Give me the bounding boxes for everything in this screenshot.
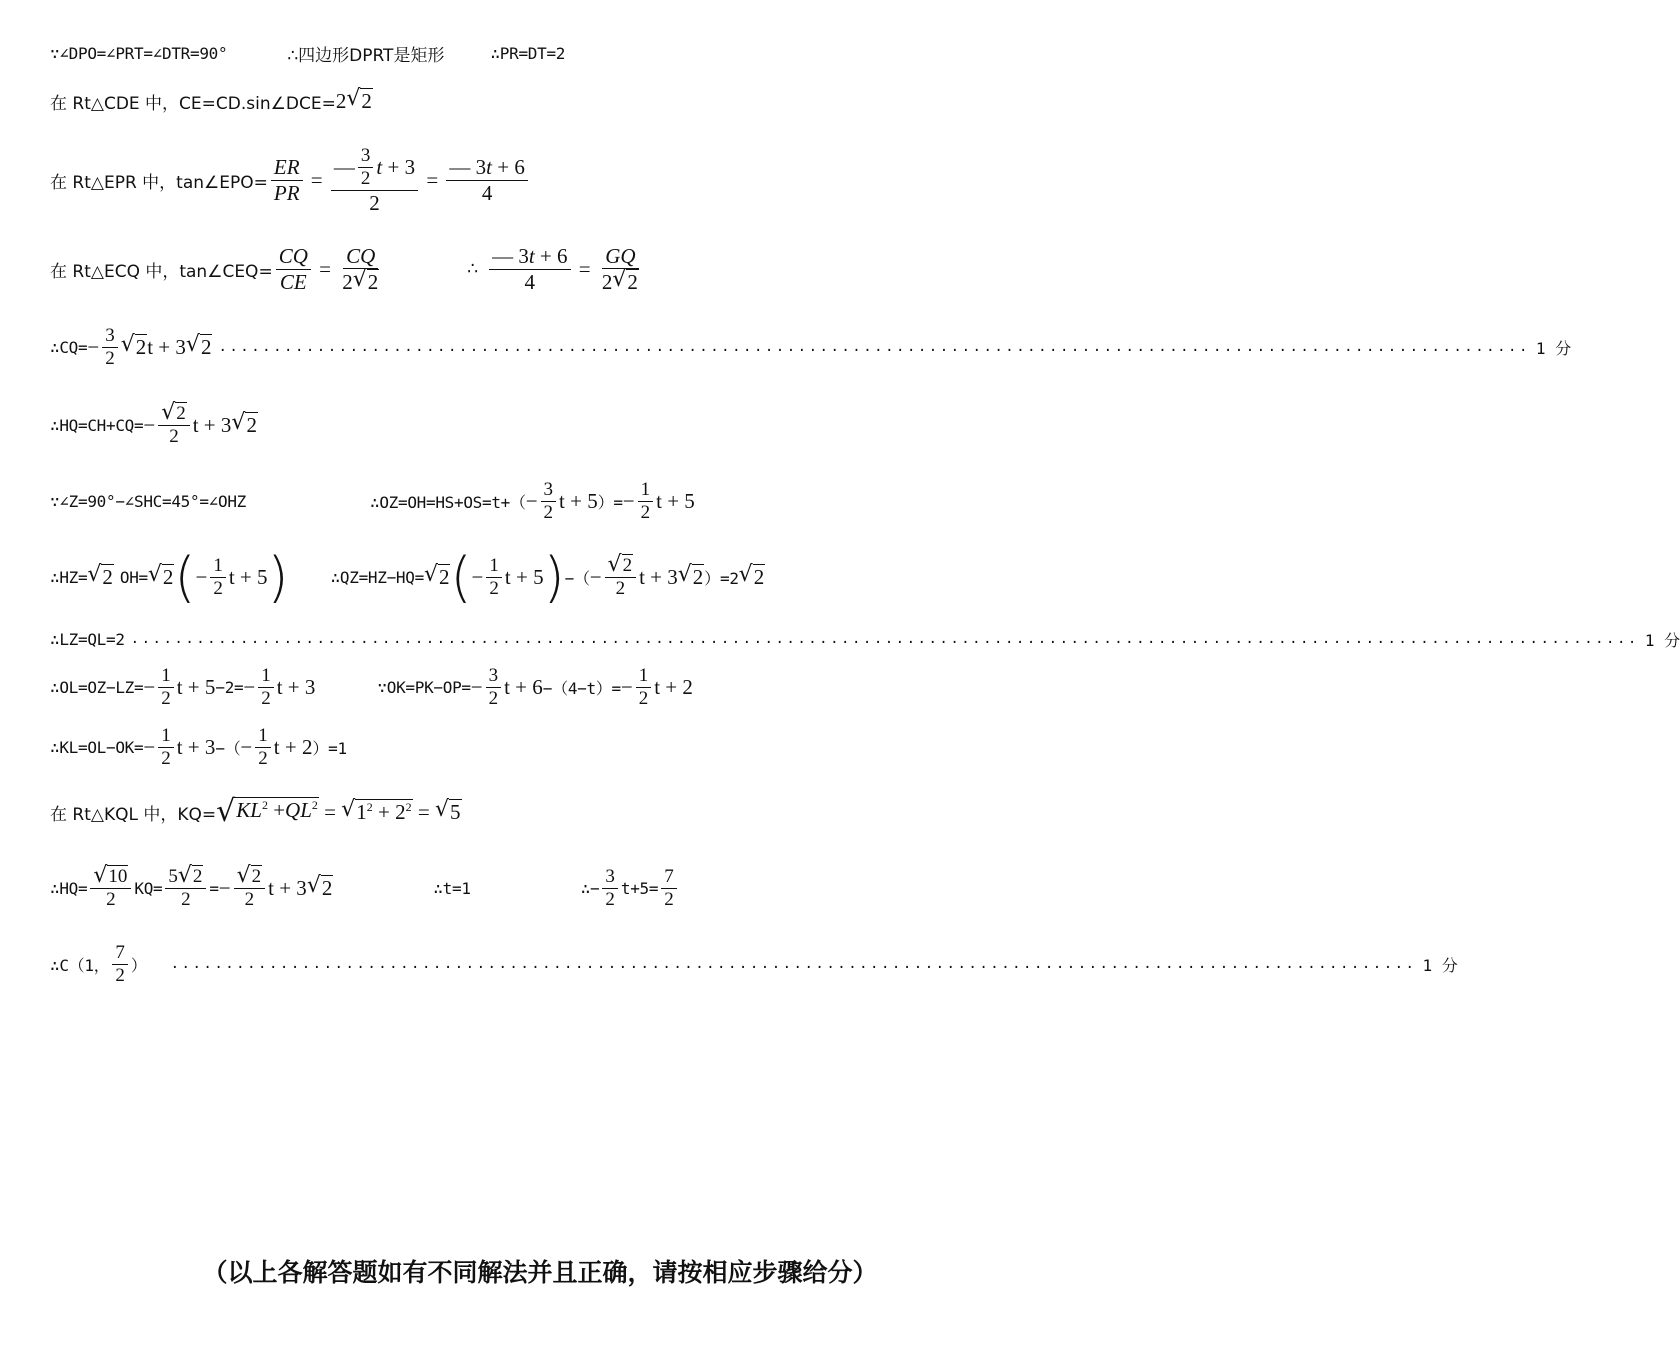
text-ol: ∴OL=OZ−LZ= xyxy=(50,677,144,697)
text-qz: ∴QZ=HZ−HQ= xyxy=(330,567,424,587)
fraction-3t6-4: — 3 t + 6 4 xyxy=(489,244,570,293)
fraction-result: — 3 t + 6 4 xyxy=(446,155,527,204)
line-3: 在 Rt△EPR 中，tan∠EPO= $\frac{ER}{PR}$ = — $\frac{3}{2}$ t + 3 2 = — 3 t + 6 4 xyxy=(50,136,1020,224)
text-hq: ∴HQ=CH+CQ= xyxy=(50,415,144,435)
line-2 xyxy=(50,84,1020,118)
score-mark: 1 分 xyxy=(1644,630,1680,650)
dot-leader: ........................................................................................................................ xyxy=(218,339,1530,355)
fraction-compound: — $\frac{3}{2}$ t + 3 2 xyxy=(331,145,418,215)
text-rt-kql: 在 Rt△KQL 中，KQ= xyxy=(50,804,217,825)
text-oz: ∴OZ=OH=HS+OS=t+（ xyxy=(370,492,526,512)
therefore-symbol: ∴ xyxy=(467,259,479,279)
line-7: ∵∠Z=90°−∠SHC=45°=∠OHZ ∴OZ=OH=HS+OS=t+（ − $\frac{3}{2}$ t + 5 ）= − $\frac{1}{2}$ t + 5 xyxy=(50,478,695,523)
line-10: ∴OL=OZ−LZ= − $\frac{1}{2}$ t + 5 −2= − $\frac{1}{2}$ t + 3 ∵OK=PK−OP= − $\frac{3}{2}$ t + 6 −（4−t）= − $\frac{1}{2}$ t + 2 xyxy=(50,664,693,709)
sqrt-kl-ql: √ $KL^2 +QL^2$ xyxy=(216,794,318,829)
line-6: ∴HQ=CH+CQ= − √ 2 2 t + 3 √ 2 xyxy=(50,400,257,447)
line-5: ∴CQ= − $\frac{3}{2}$ √ 2 t + 3 √ 2 ........................................................................................................................ 1 分 xyxy=(50,324,1572,369)
text-rectangle: ∴四边形DPRT是矩形 xyxy=(287,45,445,66)
line-13: ∴HQ= √ 10 2 KQ= 5 √ 2 2 = − √ 2 2 t + 3 √ 2 ∴t=1 ∴− $\frac{3}{2}$ t+5= $\frac{7}{2}$ xyxy=(50,856,1020,920)
grading-note: （以上各解答题如有不同解法并且正确，请按相应步骤给分） xyxy=(202,1258,878,1287)
fraction-cq-ce: $\frac{CQ}{CE}$ xyxy=(276,244,311,293)
dot-leader: .......................................................................................................................................... xyxy=(130,631,1639,647)
score-mark: 1 分 xyxy=(1422,955,1458,975)
text-lz: ∴LZ=QL=2 xyxy=(50,629,125,649)
text-right-angles: ∵∠DPO=∠PRT=∠DTR=90° xyxy=(50,43,228,63)
text-ok: ∵OK=PK−OP= xyxy=(377,677,471,697)
text-hz: ∴HZ= xyxy=(50,567,88,587)
line-4: 在 Rt△ECQ 中，tan∠CEQ= $\frac{CQ}{CE}$ = CQ 2 √ 2 ∴ — 3 t + 6 4 = GQ 2 √ 2 xyxy=(50,236,1020,302)
text-angle-z: ∵∠Z=90°−∠SHC=45°=∠OHZ xyxy=(50,491,246,511)
text-t-equals: ∴t=1 xyxy=(433,878,471,898)
line-11: ∴KL=OL−OK= − $\frac{1}{2}$ t + 3 −（ − $\frac{1}{2}$ t + 2 ）=1 xyxy=(50,724,347,769)
math-coef: 2 xyxy=(335,88,347,113)
fraction-er-pr: $\frac{ER}{PR}$ xyxy=(271,155,303,204)
sqrt-2: √ 2 xyxy=(346,86,372,114)
text-rt-epr: 在 Rt△EPR 中，tan∠EPO= xyxy=(50,172,268,193)
text-hq-kq: ∴HQ= xyxy=(50,878,88,898)
text-pr-dt: ∴PR=DT=2 xyxy=(490,43,566,63)
line-14: ∴C（1， $\frac{7}{2}$ ） .................................................................................................................. 1 分 xyxy=(50,941,1458,986)
text-rt-ecq: 在 Rt△ECQ 中，tan∠CEQ= xyxy=(50,261,273,282)
dot-leader: .................................................................................................................. xyxy=(170,956,1417,972)
text-point-c: ∴C（1， xyxy=(50,955,110,975)
fraction-cq-2root2: CQ 2 √ 2 xyxy=(342,243,379,294)
line-1 xyxy=(50,38,1020,68)
score-mark: 1 分 xyxy=(1535,338,1572,358)
line-9 xyxy=(50,626,1680,652)
fraction-gq: GQ 2 √ 2 xyxy=(601,243,638,294)
text-rt-cde: 在 Rt△CDE 中，CE=CD.sin∠DCE= xyxy=(50,93,336,114)
text-cq: ∴CQ= xyxy=(50,337,88,357)
line-8: ∴HZ= √ 2 OH= √ 2 ( − $\frac{1}{2}$ t + 5 ) ∴QZ=HZ−HQ= √ 2 ( − $\frac{1}{2}$ t + 5 ) −（ − √ 2 2 t + 3 √ 2 ）=2 √ 2 xyxy=(50,545,765,609)
line-12: 在 Rt△KQL 中，KQ= √ $KL^2 +QL^2$ = √ $1^2 + 2^2$ = √ 5 xyxy=(50,794,461,829)
text-kl: ∴KL=OL−OK= xyxy=(50,737,144,757)
